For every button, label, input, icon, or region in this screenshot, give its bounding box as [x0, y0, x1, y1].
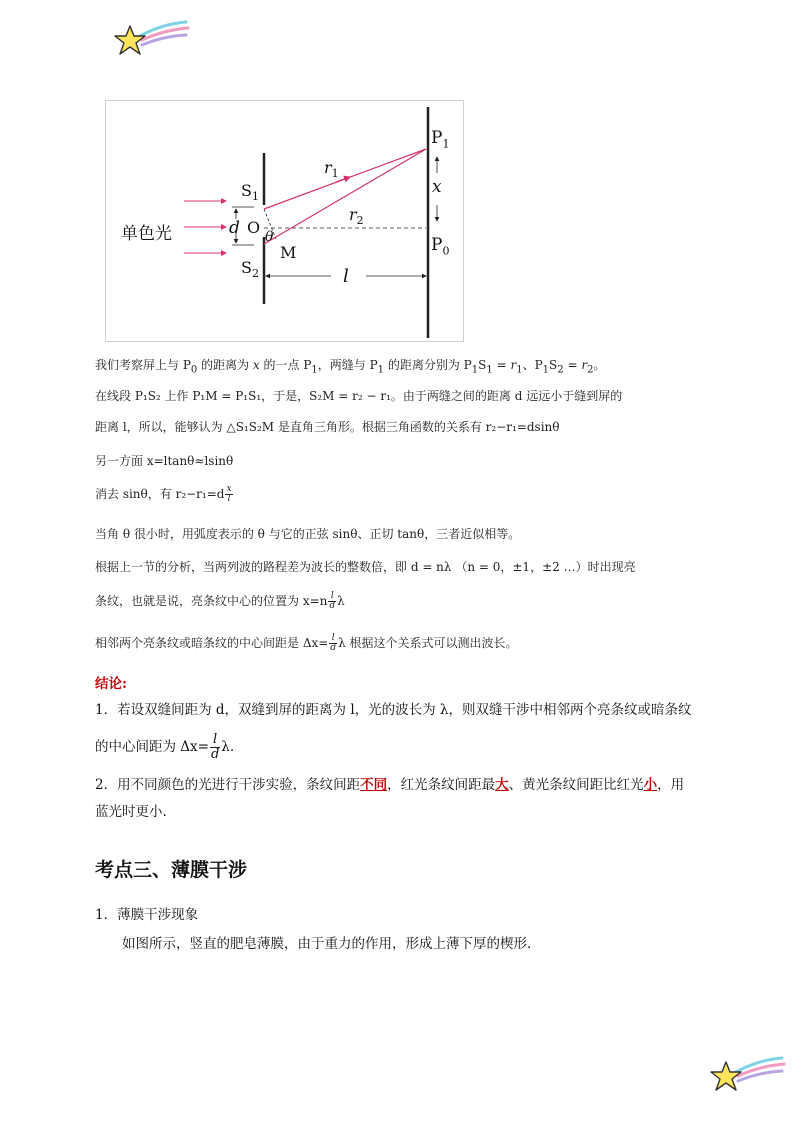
- label-m: M: [280, 243, 297, 262]
- label-s2: $S_2$: [241, 258, 259, 281]
- shooting-star-icon: [112, 18, 192, 64]
- conclusion-title: 结论:: [95, 676, 127, 692]
- conclusion-item-1: 1．若设双缝间距为 d，双缝到屏的距离为 l，光的波长为 λ，则双缝干涉中相邻两个亮条纹或暗条纹: [95, 702, 692, 718]
- light-label: 单色光: [121, 224, 172, 244]
- label-s1: $S_1$: [241, 181, 259, 204]
- paragraph-line-4: 另一方面 x=ltanθ≈lsinθ: [95, 454, 234, 468]
- label-l: l: [343, 266, 349, 287]
- paragraph-line-2: 在线段 P₁S₂ 上作 P₁M = P₁S₁，于是，S₂M = r₂ − r₁。由于两缝之间的距离 d 远远小于缝到屏的: [95, 389, 623, 403]
- paragraph-line-5: 消去 sinθ，有 r₂−r₁=d $\frac{x}{l}$: [95, 484, 232, 504]
- label-p1: $P_1$: [431, 128, 450, 151]
- paragraph-line-8: 条纹，也就是说，亮条纹中心的位置为 x=n $\frac{l}{d}$ λ: [95, 591, 345, 611]
- paragraph-line-9: 相邻两个亮条纹或暗条纹的中心间距是 Δx= $\frac{l}{d}$ λ 根据这个关系式可以测出波长。: [95, 633, 518, 653]
- paragraph-line-1: 我们考察屏上与 $P_0$ 的距离为 x 的一点 $P_1$，两缝与 $P_1$ 的距离分别为 $P_1S_1 = r_1$、$P_1S_2 = r_2$。: [95, 358, 606, 376]
- label-o: O: [247, 218, 261, 237]
- conclusion-item-2-cont: 蓝光时更小.: [95, 804, 167, 820]
- section-item-1: 1．薄膜干涉现象: [95, 907, 199, 923]
- paragraph-line-6: 当角 θ 很小时，用弧度表示的 θ 与它的正弦 sinθ、正切 tanθ，三者近似相等。: [95, 527, 521, 541]
- label-p0: $P_0$: [431, 235, 450, 258]
- label-r1: $r_1$: [324, 158, 339, 181]
- ray-r2: [264, 149, 426, 244]
- conclusion-item-2: 2．用不同颜色的光进行干涉实验，条纹间距不同，红光条纹间距最大、黄光条纹间距比红光小，用: [95, 777, 685, 793]
- label-x: x: [432, 177, 442, 197]
- paragraph-line-7: 根据上一节的分析，当两列波的路程差为波长的整数倍，即 d = nλ （n = 0，±1，±2 …）时出现亮: [95, 560, 636, 574]
- section-heading: 考点三、薄膜干涉: [95, 859, 248, 881]
- paragraph-line-3: 距离 l，所以，能够认为 △S₁S₂M 是直角三角形。根据三角函数的关系有 r₂−r₁=dsinθ: [95, 420, 560, 434]
- section-item-1-body: 如图所示，竖直的肥皂薄膜，由于重力的作用，形成上薄下厚的楔形.: [122, 936, 532, 952]
- double-slit-diagram: [105, 100, 464, 342]
- shooting-star-icon: [708, 1054, 788, 1100]
- label-d: d: [229, 218, 240, 238]
- label-theta: θ: [265, 229, 274, 245]
- label-r2: $r_2$: [349, 205, 364, 228]
- conclusion-item-1-formula: 的中心间距为 Δx= $\frac{l}{d}$ λ.: [95, 732, 235, 762]
